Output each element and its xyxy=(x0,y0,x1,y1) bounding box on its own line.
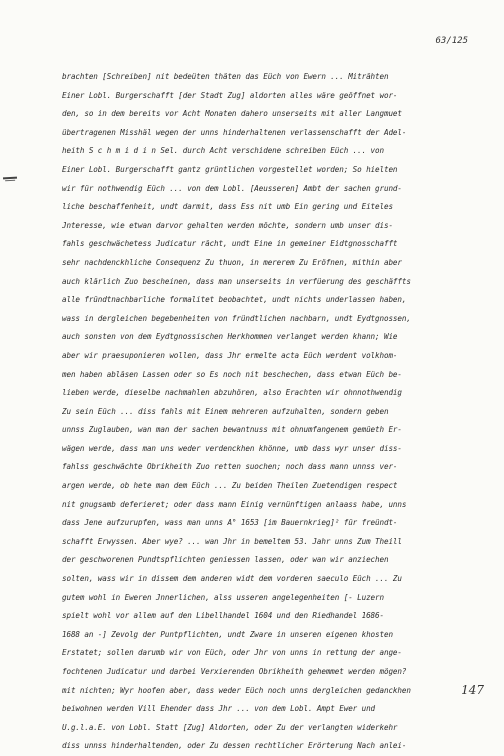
text-line: Einer Lobl. Burgerschafft [der Stadt Zug] aldorten alles wäre geöffnet wor- xyxy=(62,90,398,100)
margin-mark xyxy=(3,177,17,180)
text-line: fochtenen Judicatur und darbei Verxierenden Obrikheith gehemmet werden mögen? xyxy=(62,667,407,676)
text-line: lieben werde, dieselbe nachmahlen abzuhören, also Erachten wir ohnnothwendig xyxy=(62,388,402,398)
text-line: aber wir praesuponieren wollen, dass Jhr ermelte acta Eüch werdent volkhom- xyxy=(62,350,398,360)
text-line: nit gnugsamb deferieret; oder dass mann Einig vernünftigen anlaass habe, unns xyxy=(62,499,407,509)
text-line: den, so in dem bereits vor Acht Monaten dahero unserseits mit aller Langmuet xyxy=(62,109,402,119)
text-line: fahls geschwächetess Judicatur rächt, undt Eine in gemeiner Eidtgnosschafft xyxy=(62,239,398,249)
text-line: solten, wass wir in dissem dem anderen widt dem vorderen saeculo Eüch ... Zu xyxy=(62,574,402,584)
text-line: fahlss geschwächte Obrikheith Zuo retten suochen; noch dass mann unnss ver- xyxy=(62,462,398,472)
text-line: alle fründtnachbarliche formalitet beobachtet, undt nichts underlassen haben, xyxy=(62,295,407,305)
text-line: der geschworenen Pundtspflichten geniessen lassen, oder wan wir anziechen xyxy=(62,555,389,565)
page-number: 63/125 xyxy=(435,36,468,46)
text-line: wägen werde, dass man uns weder verdenckhen khönne, umb dass wyr unser diss- xyxy=(62,443,402,453)
text-line: mit nichten; Wyr hoofen aber, dass weder Eüch noch unns dergleichen gedanckhen xyxy=(62,685,411,695)
text-line: Zu sein Eüch ... diss fahls mit Einem mehreren aufzuhalten, sondern geben xyxy=(62,406,389,416)
text-line: Einer Lobl. Burgerschafft gantz grüntlichen vorgestellet worden; So hielten xyxy=(62,164,398,174)
text-line: spielt wohl vor allem auf den Libellhandel 1604 und den Riedhandel 1686- xyxy=(62,611,384,621)
text-line: 1688 an -] Zevolg der Puntpflichten, undt Zware in unseren eigenen khosten xyxy=(62,629,393,639)
text-line: brachten [Schreiben] nit bedeüten thäten das Eüch von Ewern ... Miträhten xyxy=(62,72,389,81)
text-line: dass Jene aufzurupfen, wass man unns A° 1653 [im Bauernkrieg]² für freündt- xyxy=(62,518,398,528)
handwritten-page-mark: 147 xyxy=(461,683,484,697)
text-line: diss unnss hinderhaltenden, oder Zu dessen rechtlicher Erörterung Nach anlei- xyxy=(62,741,407,751)
text-line: wir für nothwendig Eüch ... von dem Lobl. [Aeusseren] Ambt der sachen grund- xyxy=(62,183,402,193)
text-line: U.g.l.a.E. von Lobl. Statt [Zug] Aldorten, oder Zu der verlangten widerkehr xyxy=(62,722,398,732)
text-line: beiwohnen werden Vill Ehender dass Jhr ... von dem Lobl. Ampt Ewer und xyxy=(62,704,376,714)
text-line: sehr nachdenckhliche Consequenz Zu thuon, in mererem Zu Eröfnen, mithin aber xyxy=(62,257,402,267)
text-line: auch klärlich Zuo bescheinen, dass man unserseits in verfüerung des geschäffts xyxy=(62,276,411,286)
text-line: argen werde, ob hete man dem Eüch ... Zu beiden Theilen Zuetendigen respect xyxy=(62,481,398,491)
text-line: schafft Erwyssen. Aber wye? ... wan Jhr in bemeltem 53. Jahr unns Zum Theill xyxy=(62,536,402,546)
document-body xyxy=(62,68,480,756)
text-line: wass in dergleichen begebenheiten von fründtlichen nachbarn, undt Eydtgnossen, xyxy=(62,313,411,323)
text-line: heith S c h m i d i n Sel. durch Acht verschidene schreiben Eüch ... von xyxy=(62,146,384,156)
text-line: Erstatet; sollen darumb wir von Eüch, oder Jhr von unns in rettung der ange- xyxy=(62,648,402,658)
text-line: gutem wohl in Eweren Jnnerlichen, alss usseren angelegenheiten [- Luzern xyxy=(62,592,384,602)
text-line: Jnteresse, wie etwan darvor gehalten werden möchte, sondern umb unser dis- xyxy=(62,220,393,230)
text-line: men haben abläsen Lassen oder so Es noch nit beschechen, dass etwan Eüch be- xyxy=(62,369,402,379)
text-line: übertragenen Misshäl wegen der unns hinderhaltenen verlassenschafft der Adel- xyxy=(62,127,407,137)
text-line: auch sonsten von dem Eydtgnossischen Herkhommen verlanget werden khann; Wie xyxy=(62,332,398,342)
text-line: liche beschaffenheit, undt darmit, dass Ess nit umb Ein gering und Eiteles xyxy=(62,202,393,212)
text-line: unnss Zuglauben, wan man der sachen bewantnuss mit ohnumfangenem gemüeth Er- xyxy=(62,425,402,435)
